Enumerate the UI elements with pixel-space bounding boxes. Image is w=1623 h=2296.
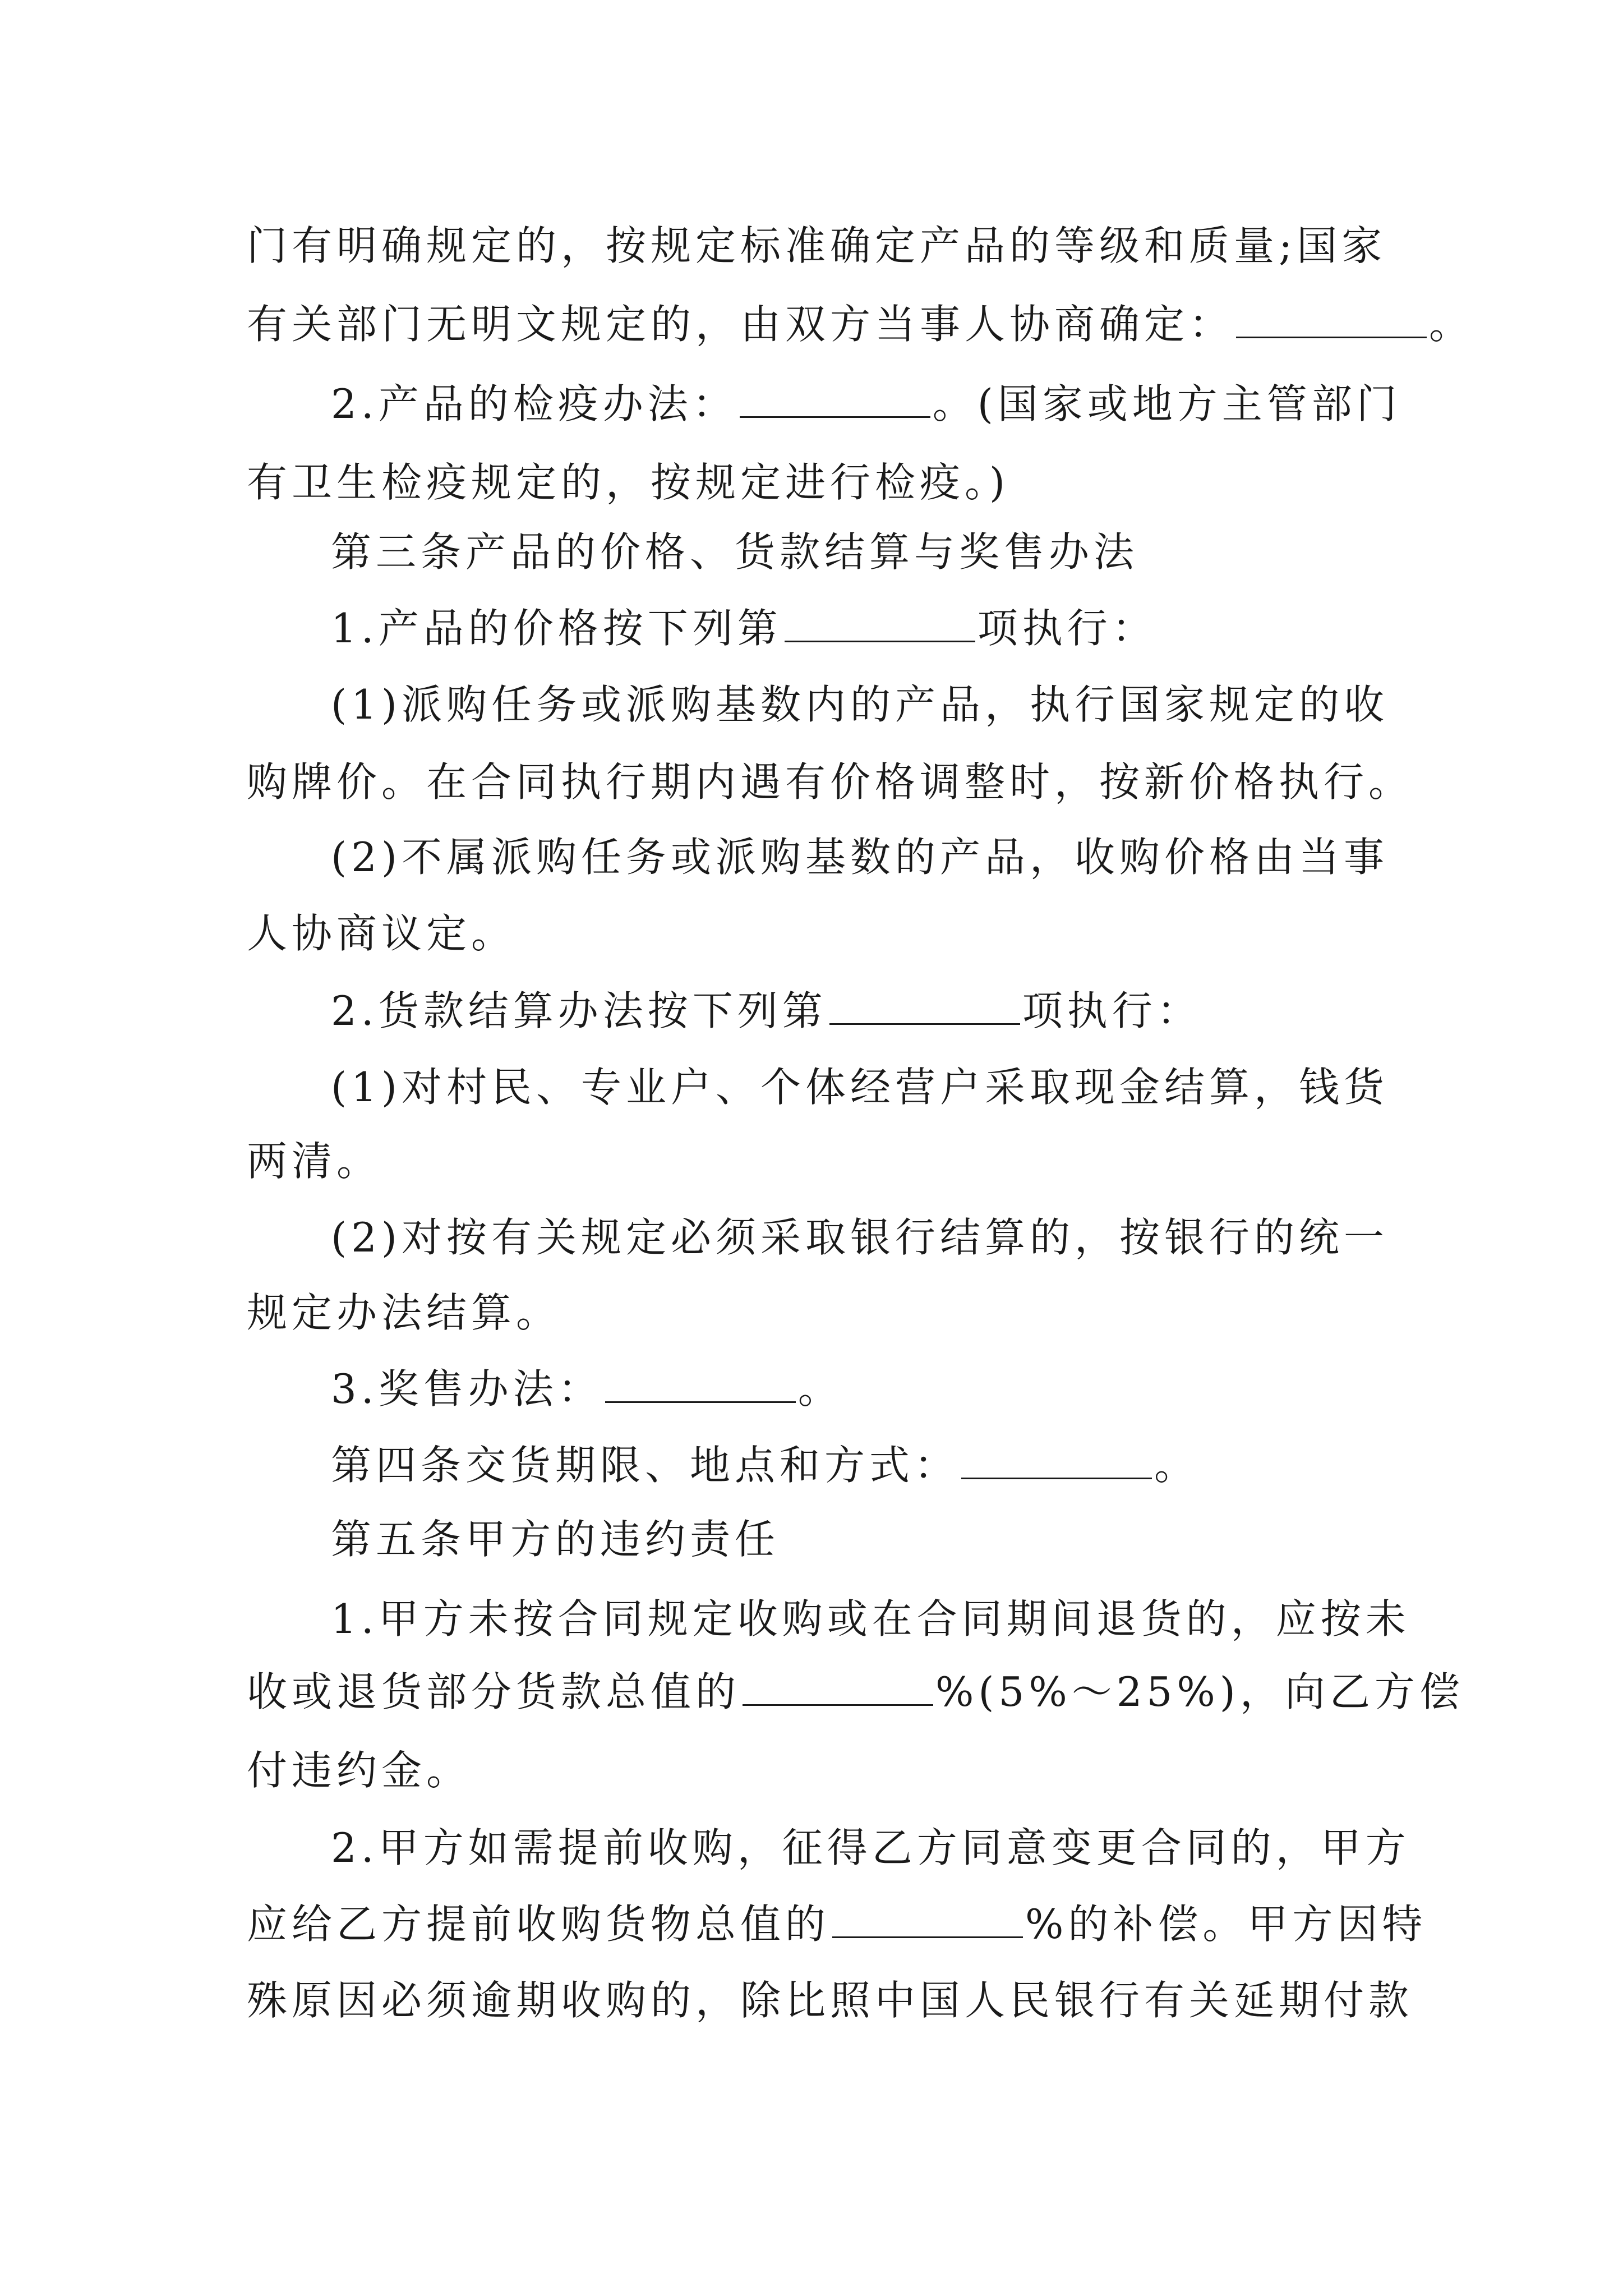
text-segment: 两清。 <box>247 1138 382 1185</box>
text-line <box>247 1896 1427 1952</box>
text-segment: %(5%～25%)，向乙方偿 <box>935 1668 1464 1715</box>
text-segment: 。(国家或地方主管部门 <box>932 380 1401 427</box>
fill-in-blank[interactable] <box>743 1667 933 1706</box>
text-segment: (1)对村民、专业户、个体经营户采取现金结算，钱货 <box>331 1064 1389 1111</box>
text-segment: 门有明确规定的，按规定标准确定产品的等级和质量;国家 <box>247 222 1387 269</box>
text-segment: 2.甲方如需提前收购，征得乙方同意变更合同的，甲方 <box>331 1824 1410 1871</box>
text-segment: 2.产品的检疫办法： <box>331 380 737 427</box>
text-segment: 项执行： <box>977 605 1157 652</box>
text-line <box>331 1591 1410 1647</box>
fill-in-blank[interactable] <box>740 379 930 418</box>
text-segment: (1)派购任务或派购基数内的产品，执行国家规定的收 <box>331 681 1389 728</box>
text-line <box>331 1820 1410 1876</box>
text-segment: 应给乙方提前收购货物总值的 <box>247 1901 831 1948</box>
text-segment: 殊原因必须逾期收购的，除比照中国人民银行有关延期付款 <box>247 1977 1414 2024</box>
text-segment: 人协商议定。 <box>247 910 517 957</box>
text-line <box>331 1511 1396 1567</box>
text-segment: 第四条交货期限、地点和方式： <box>331 1442 960 1489</box>
text-line <box>247 1285 1396 1341</box>
text-segment: (2)不属派购任务或派购基数的产品，收购价格由当事 <box>331 834 1389 881</box>
text-segment: 2.货款结算办法按下列第 <box>331 987 827 1034</box>
text-segment: %的补偿。甲方因特 <box>1025 1901 1427 1948</box>
text-segment: 。 <box>1429 301 1474 348</box>
text-segment: 。 <box>1154 1442 1200 1489</box>
text-segment: 规定办法结算。 <box>247 1289 561 1336</box>
text-segment: 有关部门无明文规定的，由双方当事人协商确定： <box>247 301 1234 348</box>
text-line <box>247 1972 1414 2028</box>
fill-in-blank[interactable] <box>832 1899 1023 1938</box>
text-line <box>247 454 1396 510</box>
fill-in-blank[interactable] <box>829 986 1020 1025</box>
text-line <box>331 376 1401 432</box>
text-line <box>331 1361 1396 1417</box>
fill-in-blank[interactable] <box>961 1441 1152 1479</box>
text-line <box>331 677 1396 733</box>
text-line <box>331 1209 1396 1266</box>
text-line <box>331 1059 1396 1115</box>
fill-in-blank[interactable] <box>605 1364 796 1403</box>
text-line <box>331 524 1396 580</box>
text-segment: 3.奖售办法： <box>331 1365 603 1412</box>
text-line <box>247 754 1414 810</box>
text-line <box>247 1742 1396 1798</box>
fill-in-blank[interactable] <box>785 604 975 642</box>
text-line <box>247 218 1396 274</box>
text-line <box>247 296 1474 352</box>
text-segment: 收或退货部分货款总值的 <box>247 1668 741 1715</box>
text-line <box>331 983 1396 1039</box>
text-segment: (2)对按有关规定必须采取银行结算的，按银行的统一 <box>331 1214 1389 1261</box>
text-segment: 购牌价。在合同执行期内遇有价格调整时，按新价格执行。 <box>247 758 1414 806</box>
text-segment: 项执行： <box>1022 987 1202 1034</box>
fill-in-blank[interactable] <box>1236 300 1427 338</box>
text-line <box>247 1664 1464 1720</box>
text-segment: 有卫生检疫规定的，按规定进行检疫。) <box>247 459 1010 506</box>
text-segment: 1.产品的价格按下列第 <box>331 605 782 652</box>
text-line <box>247 1133 1396 1189</box>
text-line <box>331 1437 1396 1493</box>
text-line <box>331 829 1396 885</box>
text-line <box>247 905 1396 961</box>
text-segment: 。 <box>797 1365 843 1412</box>
text-segment: 第三条产品的价格、货款结算与奖售办法 <box>331 528 1139 576</box>
text-segment: 第五条甲方的违约责任 <box>331 1516 780 1563</box>
text-segment: 付违约金。 <box>247 1747 472 1794</box>
text-segment: 1.甲方未按合同规定收购或在合同期间退货的，应按未 <box>331 1595 1410 1642</box>
text-line <box>331 600 1396 656</box>
